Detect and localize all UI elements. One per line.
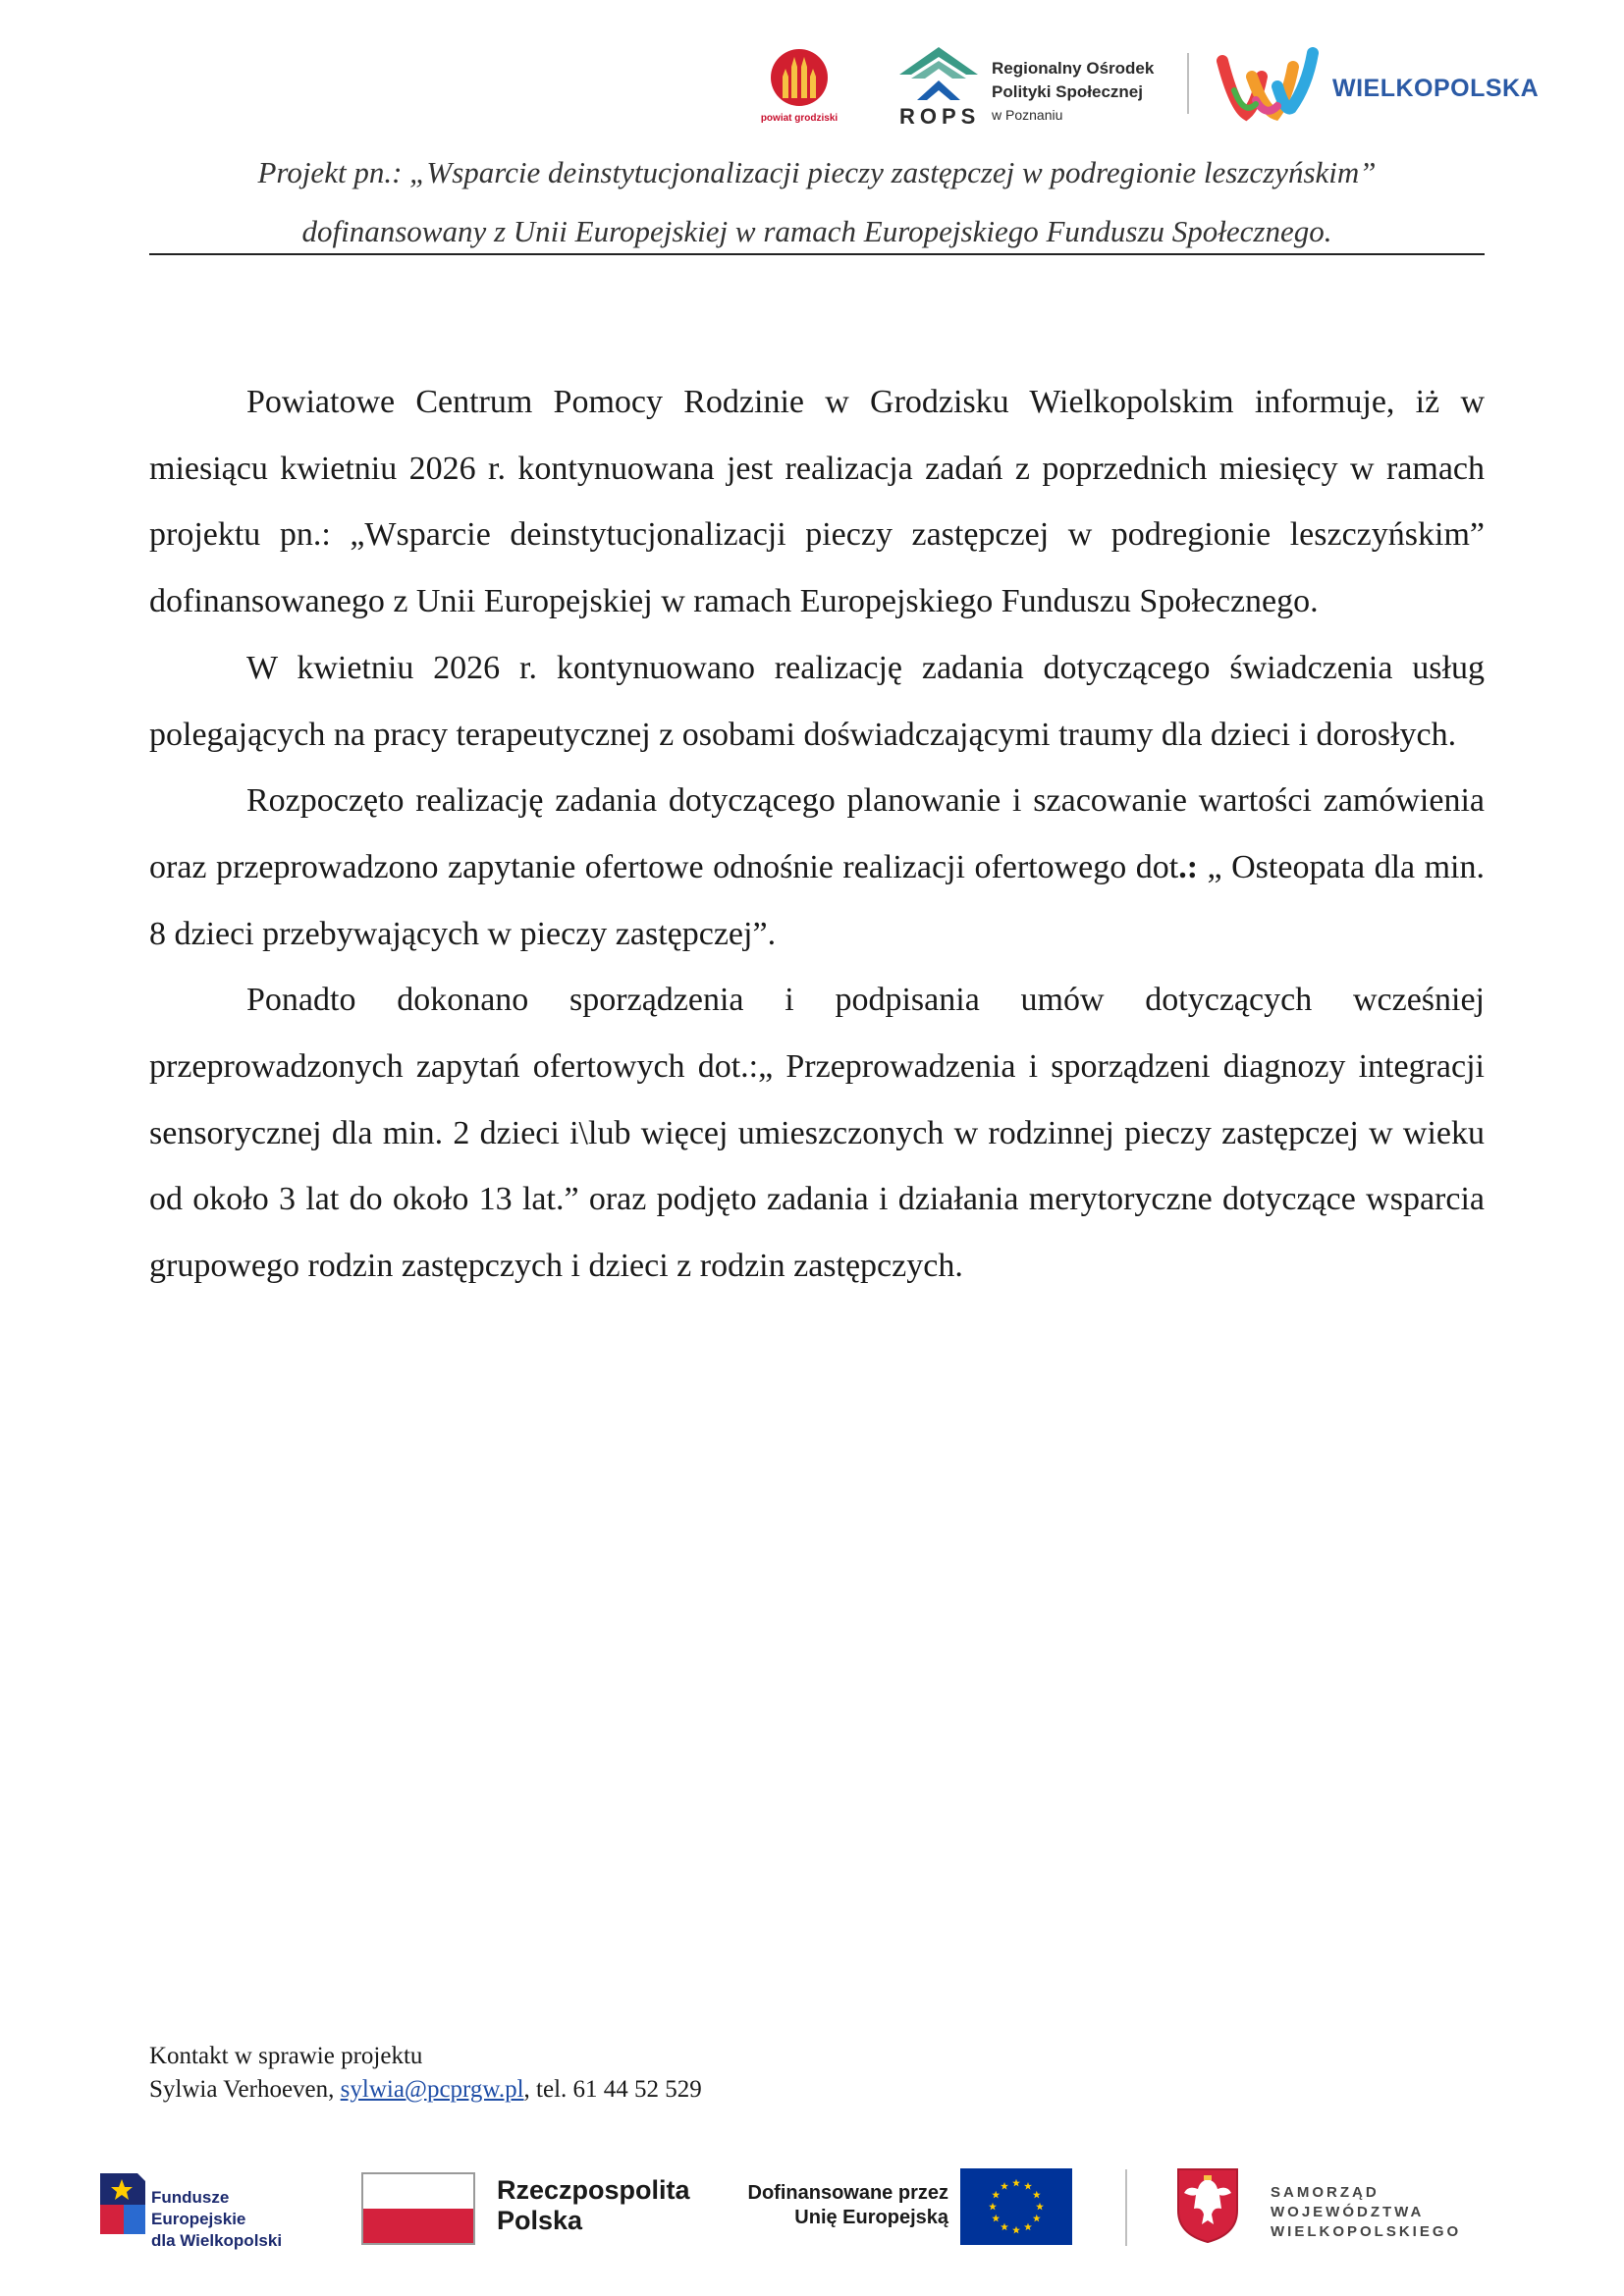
- sam-line-3: WIELKOPOLSKIEGO: [1271, 2223, 1462, 2240]
- rops-line-3: w Poznaniu: [992, 107, 1063, 123]
- rops-line-2: Polityki Społecznej: [992, 82, 1143, 101]
- eu-star-icon: [1001, 2223, 1008, 2231]
- rops-line-1: Regionalny Ośrodek: [992, 59, 1155, 78]
- eu-flag-icon: [960, 2168, 1072, 2245]
- dofinansowane-ue-text: [734, 2181, 948, 2230]
- eu-star-icon: [989, 2203, 997, 2211]
- fe-line-1: Fundusze Europejskie: [151, 2188, 246, 2228]
- paragraph-4: Ponadto dokonano sporządzenia i podpisania umów dotyczących wcześniej przeprowadzonych zapytań ofertowych dot.:„ Przeprowadzenia i sporządzeni diagnozy integracji sensorycznej dla min. 2 dzieci i\lub więcej umieszczonych w rodzinnej pieczy zastępczej w wieku od około 3 lat do około 13 lat.” oraz podjęto zadania i działania merytoryczne dotyczące wsparcia grupowego rodzin zastępczych i dzieci z rodzin zastępczych.: [149, 982, 1485, 1285]
- powiat-logo-caption: powiat grodziski: [760, 113, 839, 124]
- contact-email-link[interactable]: sylwia@pcprgw.pl: [340, 2076, 524, 2103]
- document-body: [149, 369, 1485, 1300]
- rops-wordmark: ROPS: [899, 104, 981, 129]
- rops-house-icon: [897, 45, 980, 104]
- footer-logo-divider: [1125, 2169, 1127, 2246]
- samorzad-wojewodztwa-logo: [1174, 2165, 1489, 2248]
- ue-line-2: Unię Europejską: [794, 2207, 948, 2228]
- header-rule: [149, 253, 1485, 255]
- eu-star-icon: [1012, 2179, 1020, 2187]
- paragraph-1: Powiatowe Centrum Pomocy Rodzinie w Grodzisku Wielkopolskim informuje, iż w miesiącu kwietniu 2026 r. kontynuowana jest realizacja zadań z poprzednich miesięcy w ramach projektu pn.: „Wsparcie deinstytucjonalizacji pieczy zastępczej w podregionie leszczyńskim” dofinansowanego z Unii Europejskiej w ramach Europejskiego Funduszu Społecznego.: [149, 384, 1485, 620]
- rp-line-1: Rzeczpospolita: [497, 2175, 690, 2205]
- samorzad-text: [1271, 2183, 1461, 2242]
- paragraph-3: [149, 768, 1485, 967]
- eu-star-icon: [1036, 2203, 1044, 2211]
- eagle-shield-icon: [1174, 2165, 1241, 2244]
- paragraph-3-bold-colon: .:: [1178, 848, 1199, 885]
- contact-name: Sylwia Verhoeven,: [149, 2076, 341, 2103]
- paragraph-2: W kwietniu 2026 r. kontynuowano realizację zadania dotyczącego świadczenia usług polegających na pracy terapeutycznej z osobami doświadczającymi traumy dla dzieci i dorosłych.: [149, 649, 1485, 753]
- powiat-grodziski-logo: [759, 47, 839, 130]
- wielkopolska-wordmark: WIELKOPOLSKA: [1332, 75, 1540, 102]
- powiat-crest-icon: [765, 47, 834, 108]
- contact-phone: , tel. 61 44 52 529: [523, 2076, 702, 2103]
- wielkopolska-logo: [1217, 47, 1540, 126]
- header-logo-divider: [1187, 53, 1189, 114]
- rzeczpospolita-polska-text: [497, 2175, 690, 2236]
- fundusze-europejskie-icon: [98, 2165, 147, 2242]
- eu-star-icon: [1033, 2215, 1041, 2222]
- paragraph-3-text-c: „ Osteopata dla min. 8 dzieci przebywających w pieczy zastępczej”.: [149, 848, 1485, 952]
- eu-star-icon: [992, 2215, 1000, 2222]
- eu-stars-icon: [960, 2168, 1072, 2245]
- contact-heading: Kontakt w sprawie projektu: [149, 2043, 423, 2069]
- contact-block: [149, 2040, 702, 2107]
- poland-flag-white: [363, 2174, 473, 2209]
- eu-star-icon: [1033, 2191, 1041, 2199]
- wielkopolska-w-icon: [1217, 47, 1319, 126]
- eu-star-icon: [1001, 2182, 1008, 2190]
- fe-line-2: dla Wielkopolski: [151, 2231, 283, 2250]
- fundusze-europejskie-logo: [98, 2165, 324, 2250]
- rp-line-2: Polska: [497, 2206, 583, 2235]
- fundusze-europejskie-text: [151, 2187, 324, 2252]
- poland-flag-icon: [361, 2172, 475, 2245]
- rops-logo: [897, 45, 1163, 128]
- eu-star-icon: [1024, 2182, 1032, 2190]
- eu-star-icon: [992, 2191, 1000, 2199]
- paragraph-3-text-a: Rozpoczęto realizację zadania dotyczącego planowanie i szacowanie wartości zamówienia oraz przeprowadzono zapytanie ofertowe odnośnie realizacji ofertowego dot: [149, 782, 1485, 885]
- contact-details: [149, 2073, 702, 2107]
- ue-line-1: Dofinansowane przez: [747, 2182, 948, 2204]
- eu-star-icon: [1012, 2226, 1020, 2234]
- project-title-line-2: dofinansowany z Unii Europejskiej w ramach Europejskiego Funduszu Społecznego.: [301, 214, 1332, 248]
- project-title-line-1: Projekt pn.: „Wsparcie deinstytucjonalizacji pieczy zastępczej w podregionie leszczyńskim”: [257, 155, 1377, 189]
- sam-line-2: WOJEWÓDZTWA: [1271, 2204, 1425, 2220]
- sam-line-1: SAMORZĄD: [1271, 2184, 1380, 2201]
- poland-flag-red: [363, 2209, 473, 2243]
- eu-star-icon: [1024, 2223, 1032, 2231]
